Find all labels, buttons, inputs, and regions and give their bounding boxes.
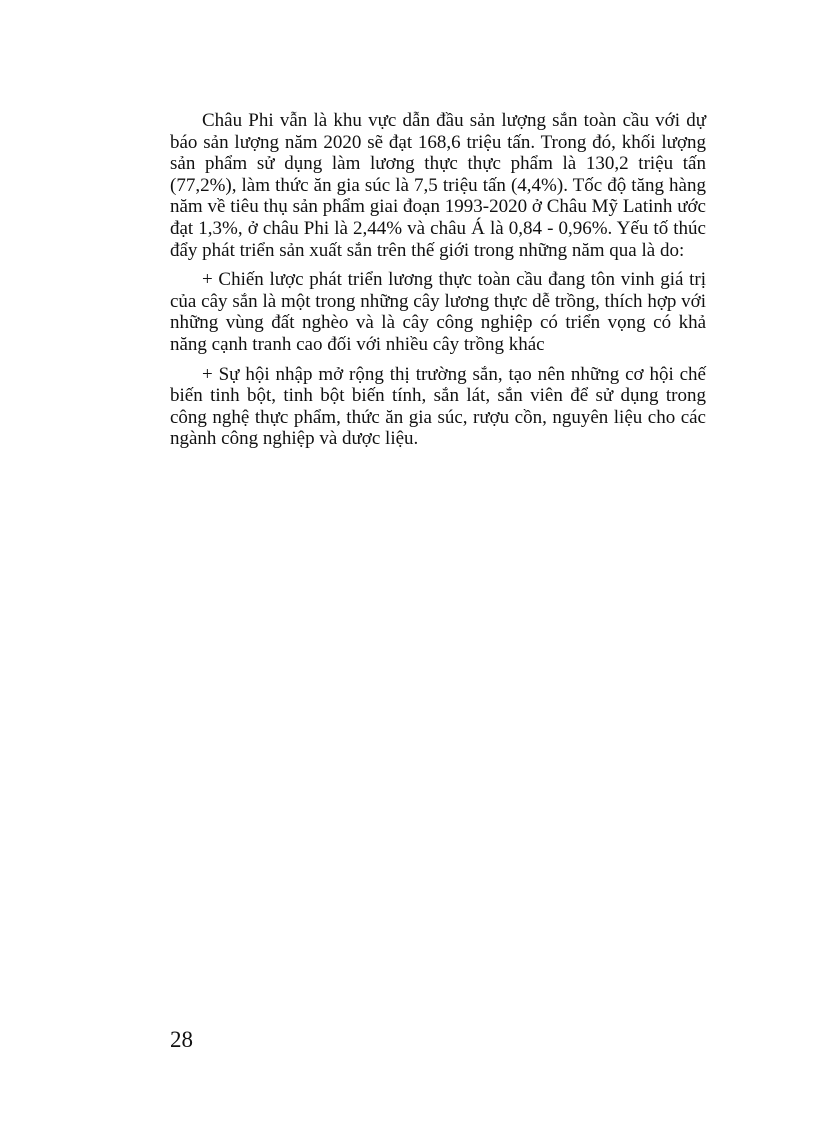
page-body (170, 110, 706, 458)
paragraph-2: + Chiến lược phát triển lương thực toàn cầu đang tôn vinh giá trị của cây sắn là một trong những cây lương thực dễ trồng, thích hợp với những vùng đất nghèo và là cây công nghiệp có triển vọng có khả năng cạnh tranh cao đối với nhiều cây trồng khác (170, 269, 706, 355)
paragraph-3: + Sự hội nhập mở rộng thị trường sắn, tạo nên những cơ hội chế biến tinh bột, tinh bột biến tính, sắn lát, sắn viên để sử dụng trong công nghệ thực phẩm, thức ăn gia súc, rượu cồn, nguyên liệu cho các ngành công nghiệp và dược liệu. (170, 363, 706, 450)
paragraph-1: Châu Phi vẫn là khu vực dẫn đầu sản lượng sắn toàn cầu với dự báo sản lượng năm 2020 sẽ đạt 168,6 triệu tấn. Trong đó, khối lượng sản phẩm sử dụng làm lương thực thực phẩm là 130,2 triệu tấn (77,2%), làm thức ăn gia súc là 7,5 triệu tấn (4,4%). Tốc độ tăng hàng năm về tiêu thụ sản phẩm giai đoạn 1993-2020 ở Châu Mỹ Latinh ước đạt 1,3%, ở châu Phi là 2,44% và châu Á là 0,84 - 0,96%. Yếu tố thúc đẩy phát triển sản xuất sắn trên thế giới trong những năm qua là do: (170, 110, 706, 261)
page-number: 28 (170, 1027, 193, 1052)
